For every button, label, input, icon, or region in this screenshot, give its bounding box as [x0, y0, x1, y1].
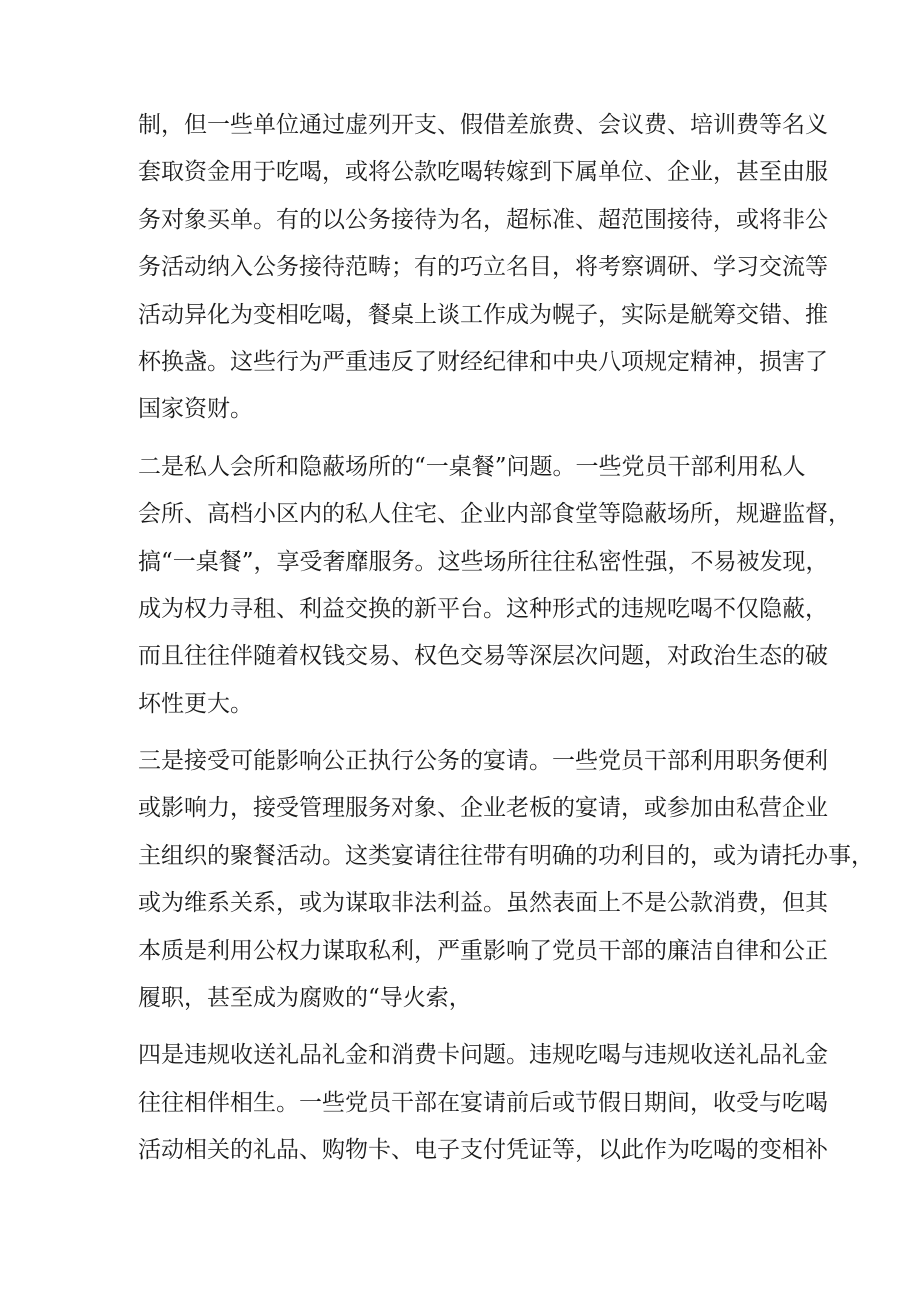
text-line: 或影响力，接受管理服务对象、企业老板的宴请，或参加由私营企业 — [138, 795, 828, 822]
text-line: 往往相伴相生。一些党员干部在宴请前后或节假日期间，收受与吃喝 — [138, 1089, 828, 1116]
paragraph-4 — [138, 1032, 828, 1174]
text-line: 三是接受可能影响公正执行公务的宴请。一些党员干部利用职务便利 — [138, 748, 828, 775]
text-line: 搞“一桌餐”，享受奢靡服务。这些场所往往私密性强，不易被发现， — [138, 548, 829, 575]
text-line: 或为维系关系，或为谋取非法利益。虽然表面上不是公款消费，但其 — [138, 890, 828, 917]
text-line: 而且往往伴随着权钱交易、权色交易等深层次问题，对政治生态的破 — [138, 643, 828, 670]
paragraph-2 — [138, 444, 851, 728]
text-line: 务活动纳入公务接待范畴；有的巧立名目，将考察调研、学习交流等 — [138, 254, 828, 281]
text-line: 杯换盏。这些行为严重违反了财经纪律和中央八项规定精神，损害了 — [138, 348, 828, 375]
text-line: 活动异化为变相吃喝，餐桌上谈工作成为幌子，实际是觥筹交错、推 — [138, 301, 828, 328]
paragraph-1 — [138, 102, 828, 434]
text-line: 会所、高档小区内的私人住宅、企业内部食堂等隐蔽场所，规避监督， — [138, 501, 851, 528]
text-line: 务对象买单。有的以公务接待为名，超标准、超范围接待，或将非公 — [138, 206, 828, 233]
text-line: 活动相关的礼品、购物卡、电子支付凭证等，以此作为吃喝的变相补 — [138, 1137, 828, 1164]
text-line: 套取资金用于吃喝，或将公款吃喝转嫁到下属单位、企业，甚至由服 — [138, 159, 828, 186]
text-line: 国家资财。 — [138, 396, 253, 423]
text-line: 四是违规收送礼品礼金和消费卡问题。违规吃喝与违规收送礼品礼金 — [138, 1042, 828, 1069]
text-line: 坏性更大。 — [138, 690, 253, 717]
text-line: 本质是利用公权力谋取私利，严重影响了党员干部的廉洁自律和公正 — [138, 937, 828, 964]
paragraph-3 — [138, 738, 874, 1022]
document-body — [138, 102, 874, 1185]
text-line: 成为权力寻租、利益交换的新平台。这种形式的违规吃喝不仅隐蔽， — [138, 595, 828, 622]
text-line: 主组织的聚餐活动。这类宴请往往带有明确的功利目的，或为请托办事， — [138, 842, 874, 869]
text-line: 制，但一些单位通过虚列开支、假借差旅费、会议费、培训费等名义 — [138, 112, 828, 138]
text-line: 履职，甚至成为腐败的“导火索， — [138, 985, 472, 1012]
text-line: 二是私人会所和隐蔽场所的“一桌餐”问题。一些党员干部利用私人 — [138, 453, 806, 480]
